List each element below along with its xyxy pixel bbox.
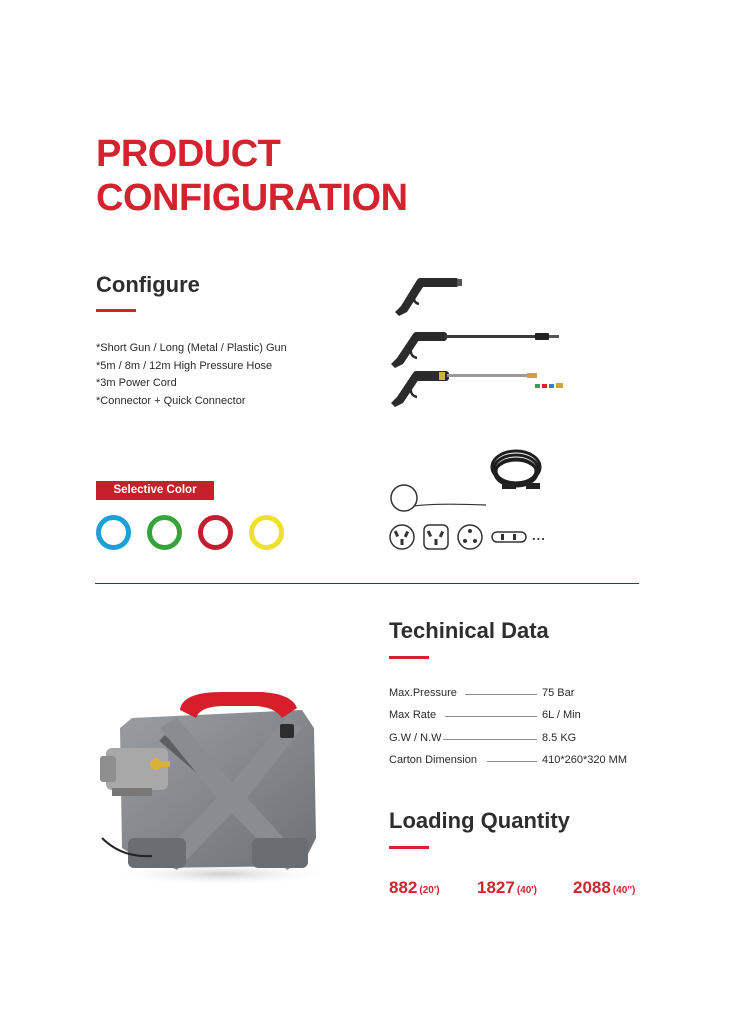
spec-value: 8.5 KG — [542, 732, 577, 744]
power-switch — [280, 724, 294, 738]
loading-heading-underline — [389, 846, 429, 849]
qty-unit: (40'') — [612, 885, 636, 896]
spec-label: Carton Dimension — [389, 754, 478, 766]
list-item: *5m / 8m / 12m High Pressure Hose — [96, 359, 273, 372]
pressure-washer-image — [92, 688, 332, 888]
list-item: *Short Gun / Long (Metal / Plastic) Gun — [96, 342, 287, 354]
plug-type-3-icon — [458, 525, 482, 549]
color-swatch-red[interactable] — [198, 515, 233, 550]
spec-leader-line — [465, 694, 537, 695]
list-item: *3m Power Cord — [96, 377, 177, 389]
technical-heading: Techinical Data — [389, 618, 549, 643]
more-plugs-ellipsis: ... — [532, 528, 546, 543]
hose-icon — [492, 451, 540, 489]
metal-gun-icon — [391, 371, 563, 407]
page-title-line-2: CONFIGURATION — [96, 177, 408, 219]
long-gun-icon — [391, 332, 559, 368]
spec-row-weight — [389, 732, 649, 746]
loading-qty-20ft — [389, 878, 440, 898]
configure-list — [96, 340, 287, 410]
color-swatch-green[interactable] — [147, 515, 182, 550]
loading-qty-40hq — [573, 878, 635, 898]
list-item: *Connector + Quick Connector — [96, 394, 246, 407]
spec-leader-line — [487, 761, 537, 762]
spec-value: 6L / Min — [542, 709, 581, 721]
spec-value: 410*260*320 MM — [542, 754, 628, 766]
selective-color-badge: Selective Color — [96, 481, 214, 500]
connector-icon — [391, 485, 486, 511]
plug-type-2-icon — [424, 525, 448, 549]
spec-row-max-pressure — [389, 687, 649, 701]
plug-type-4-icon — [492, 532, 526, 542]
loading-qty-40ft — [477, 878, 537, 898]
spec-value: 75 Bar — [542, 687, 575, 699]
qty-unit: (20') — [419, 885, 440, 896]
qty-unit: (40') — [516, 885, 537, 896]
configure-heading: Configure — [96, 272, 200, 297]
technical-heading-underline — [389, 656, 429, 659]
qty-value: 1827 — [477, 878, 515, 897]
page-title-line-1: PRODUCT — [96, 133, 281, 175]
loading-heading: Loading Quantity — [389, 808, 570, 833]
spec-row-carton-dimension — [389, 754, 649, 768]
section-divider — [95, 583, 639, 584]
color-swatch-blue[interactable] — [96, 515, 131, 550]
pump-assembly — [100, 748, 170, 796]
plug-type-1-icon — [390, 525, 414, 549]
spec-label: Max Rate — [389, 709, 437, 721]
spec-row-max-rate — [389, 709, 649, 723]
spray-guns-image — [385, 270, 570, 420]
spec-leader-line — [443, 739, 537, 740]
short-gun-icon — [395, 278, 462, 316]
spec-label: Max.Pressure — [389, 687, 457, 699]
qty-value: 882 — [389, 878, 418, 897]
qty-value: 2088 — [573, 878, 611, 897]
configure-heading-underline — [96, 309, 136, 312]
spec-leader-line — [445, 716, 537, 717]
color-swatch-yellow[interactable] — [249, 515, 284, 550]
spec-label: G.W / N.W — [389, 732, 442, 744]
page-title — [96, 132, 408, 220]
